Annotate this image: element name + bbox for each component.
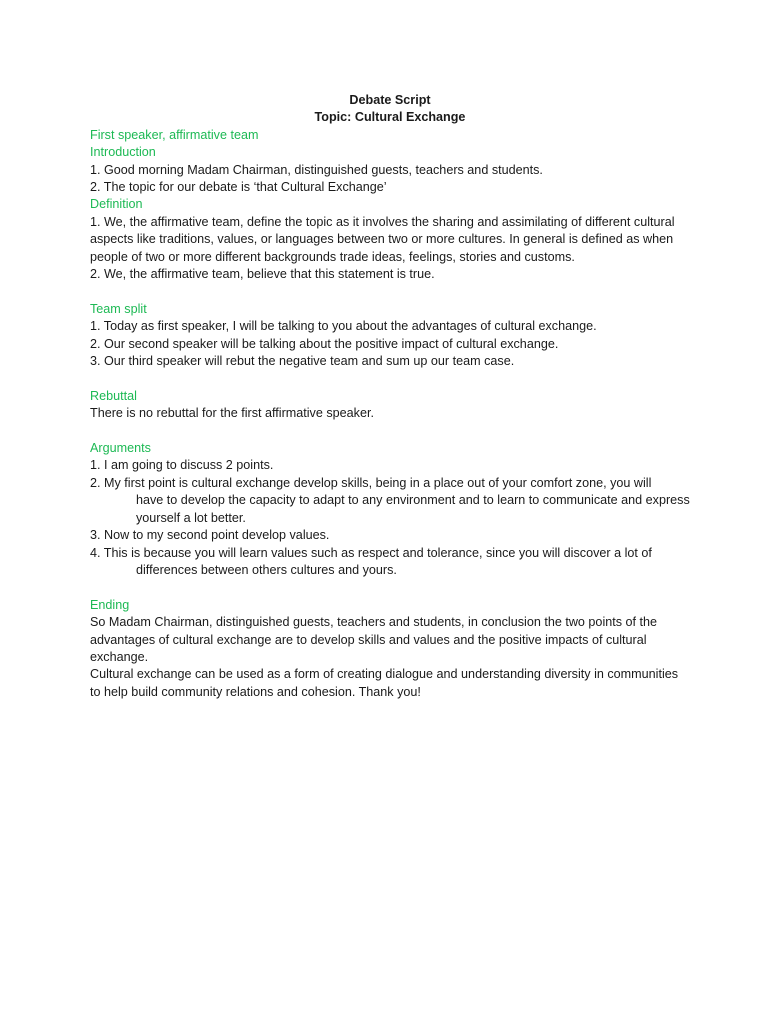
definition-paragraph: 2. We, the affirmative team, believe that this statement is true. (90, 267, 435, 282)
team-split-line: 1. Today as first speaker, I will be talking to you about the advantages of cultural exchange. (90, 319, 597, 334)
ending-paragraph: Cultural exchange can be used as a form of creating dialogue and understanding diversity in communities to help build community relations and cohesion. Thank you! (90, 667, 679, 699)
spacer (90, 370, 690, 387)
argument-line: 4. This is because you will learn values such as respect and tolerance, since you will discover a lot of (90, 545, 652, 560)
ending-paragraph: So Madam Chairman, distinguished guests, teachers and students, in conclusion the two points of the advantages of cultural exchange are to develop skills and values and the positive impacts of cultural exchange. (90, 615, 658, 664)
introduction-line: 1. Good morning Madam Chairman, distinguished guests, teachers and students. (90, 162, 543, 177)
document-page (90, 92, 690, 701)
introduction-heading: Introduction (90, 145, 156, 160)
rebuttal-heading: Rebuttal (90, 388, 137, 403)
spacer (90, 423, 690, 440)
spacer (90, 283, 690, 300)
spacer (90, 579, 690, 596)
argument-continuation: differences between others cultures and yours. (136, 562, 397, 577)
argument-line: 3. Now to my second point develop values. (90, 528, 330, 543)
team-split-heading: Team split (90, 301, 147, 316)
document-topic: Topic: Cultural Exchange (314, 110, 466, 125)
argument-continuation: have to develop the capacity to adapt to any environment and to learn to communicate and express yourself a lot better. (136, 493, 690, 525)
rebuttal-text: There is no rebuttal for the first affirmative speaker. (90, 406, 374, 421)
speaker-heading: First speaker, affirmative team (90, 127, 259, 142)
definition-heading: Definition (90, 197, 143, 212)
definition-paragraph: 1. We, the affirmative team, define the topic as it involves the sharing and assimilating of different cultural aspects like traditions, values, or languages between two or more cultures. In general is defined as when people of two or more different backgrounds trade ideas, feelings, stories and customs. (90, 214, 675, 264)
argument-line: 1. I am going to discuss 2 points. (90, 458, 274, 473)
document-title: Debate Script (349, 93, 431, 107)
argument-line: 2. My first point is cultural exchange develop skills, being in a place out of your comfort zone, you will (90, 475, 652, 490)
team-split-line: 3. Our third speaker will rebut the negative team and sum up our team case. (90, 354, 515, 369)
arguments-heading: Arguments (90, 441, 151, 456)
team-split-line: 2. Our second speaker will be talking about the positive impact of cultural exchange. (90, 336, 559, 351)
ending-heading: Ending (90, 597, 130, 612)
introduction-line: 2. The topic for our debate is ‘that Cultural Exchange’ (90, 180, 387, 195)
